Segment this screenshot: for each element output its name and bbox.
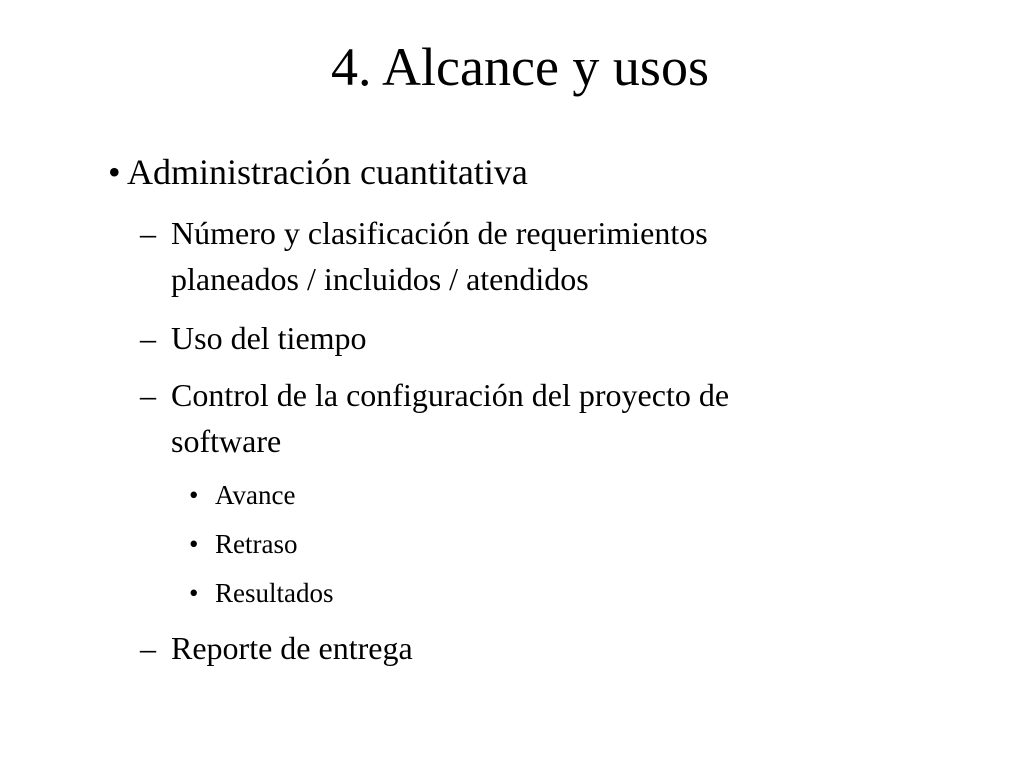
subsubitem-avance: Avance — [215, 480, 296, 510]
bullet-marker: • — [108, 152, 121, 192]
slide-title: 4. Alcance y usos — [331, 37, 709, 97]
subitem-control-line-2: software — [171, 423, 282, 459]
bullet-marker: • — [189, 529, 199, 559]
bullet-marker: • — [189, 578, 199, 608]
dash-marker: – — [140, 377, 156, 413]
bullet-administracion-cuantitativa: Administración cuantitativa — [127, 152, 528, 192]
subsubitem-resultados: Resultados — [215, 578, 334, 608]
subitem-control-line-1: Control de la configuración del proyecto de — [171, 377, 730, 413]
subitem-reporte-de-entrega: Reporte de entrega — [171, 630, 413, 666]
subitem-numero-line-1: Número y clasificación de requerimientos — [171, 215, 708, 251]
bullet-marker: • — [189, 480, 199, 510]
dash-marker: – — [140, 320, 156, 356]
subitem-uso-del-tiempo: Uso del tiempo — [171, 320, 367, 356]
subitem-numero-line-2: planeados / incluidos / atendidos — [171, 261, 589, 297]
dash-marker: – — [140, 630, 156, 666]
subsubitem-retraso: Retraso — [215, 529, 298, 559]
dash-marker: – — [140, 215, 156, 251]
